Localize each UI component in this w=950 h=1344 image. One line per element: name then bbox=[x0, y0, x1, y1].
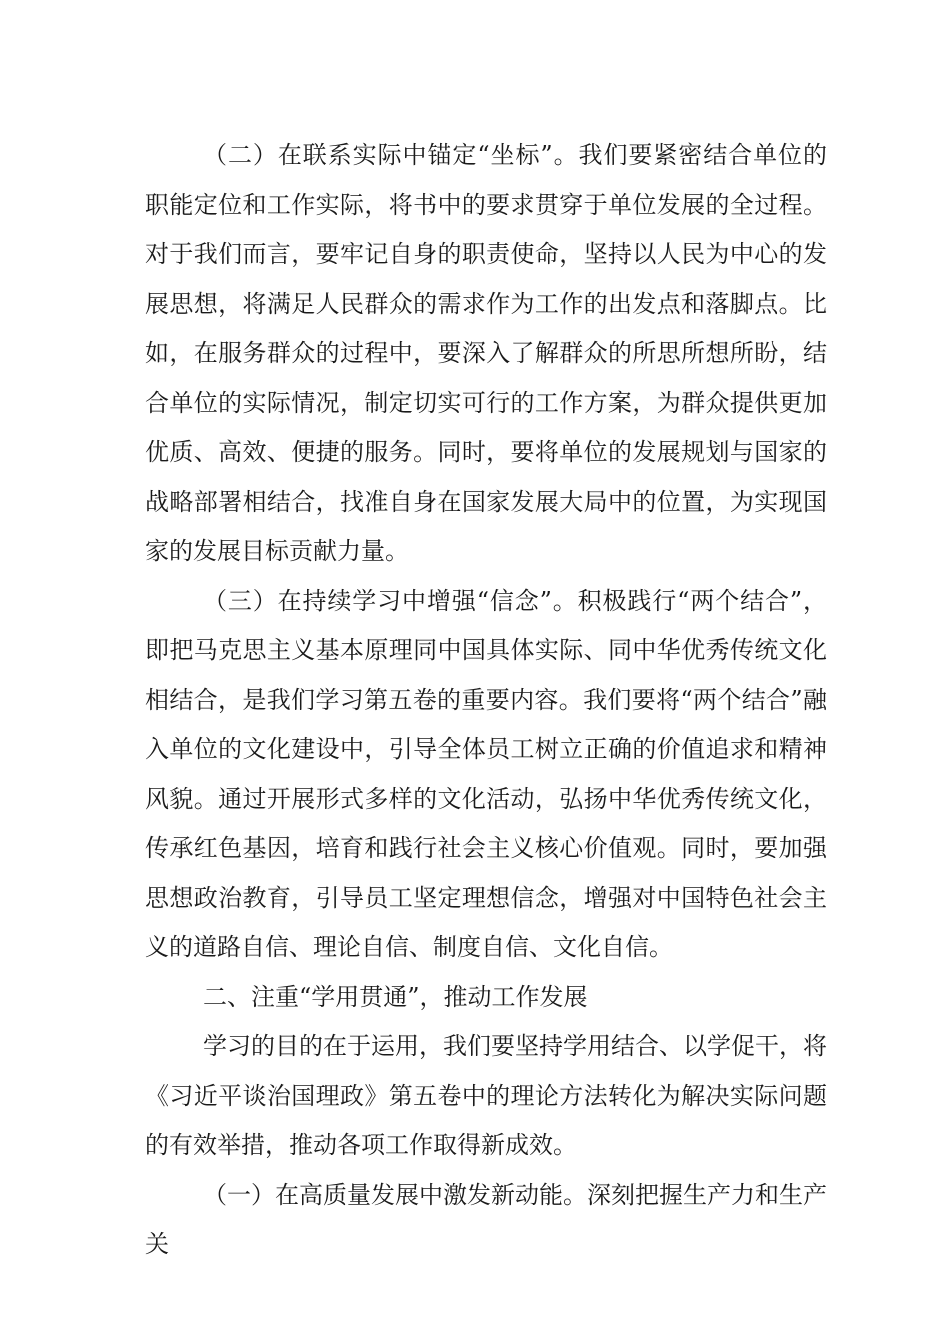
paragraph-section-2: （二）在联系实际中锚定“坐标”。我们要紧密结合单位的职能定位和工作实际，将书中的要求贯穿于单位发展的全过程。对于我们而言，要牢记自身的职责使命，坚持以人民为中心的发展思想，将满足人民群众的需求作为工作的出发点和落脚点。比如，在服务群众的过程中，要深入了解群众的所思所想所盼，结合单位的实际情况，制定切实可行的工作方案，为群众提供更加优质、高效、便捷的服务。同时，要将单位的发展规划与国家的战略部署相结合，找准自身在国家发展大局中的位置，为实现国家的发展目标贡献力量。 bbox=[145, 141, 827, 565]
paragraph-section-3: （三）在持续学习中增强“信念”。积极践行“两个结合”，即把马克思主义基本原理同中国具体实际、同中华优秀传统文化相结合，是我们学习第五卷的重要内容。我们要将“两个结合”融入单位的文化建设中，引导全体员工树立正确的价值追求和精神风貌。通过开展形式多样的文化活动，弘扬中华优秀传统文化，传承红色基因，培育和践行社会主义核心价值观。同时，要加强思想政治教育，引导员工坚定理想信念，增强对中国特色社会主义的道路自信、理论自信、制度自信、文化自信。 bbox=[145, 586, 827, 961]
section-heading: 二、注重“学用贯通”，推动工作发展 bbox=[203, 982, 588, 1011]
paragraph-subsection-1: （一）在高质量发展中激发新动能。深刻把握生产力和生产关 bbox=[145, 1180, 827, 1258]
document-body bbox=[145, 131, 827, 1270]
paragraph-intro: 学习的目的在于运用，我们要坚持学用结合、以学促干，将《习近平谈治国理政》第五卷中的理论方法转化为解决实际问题的有效举措，推动各项工作取得新成效。 bbox=[145, 1032, 827, 1159]
